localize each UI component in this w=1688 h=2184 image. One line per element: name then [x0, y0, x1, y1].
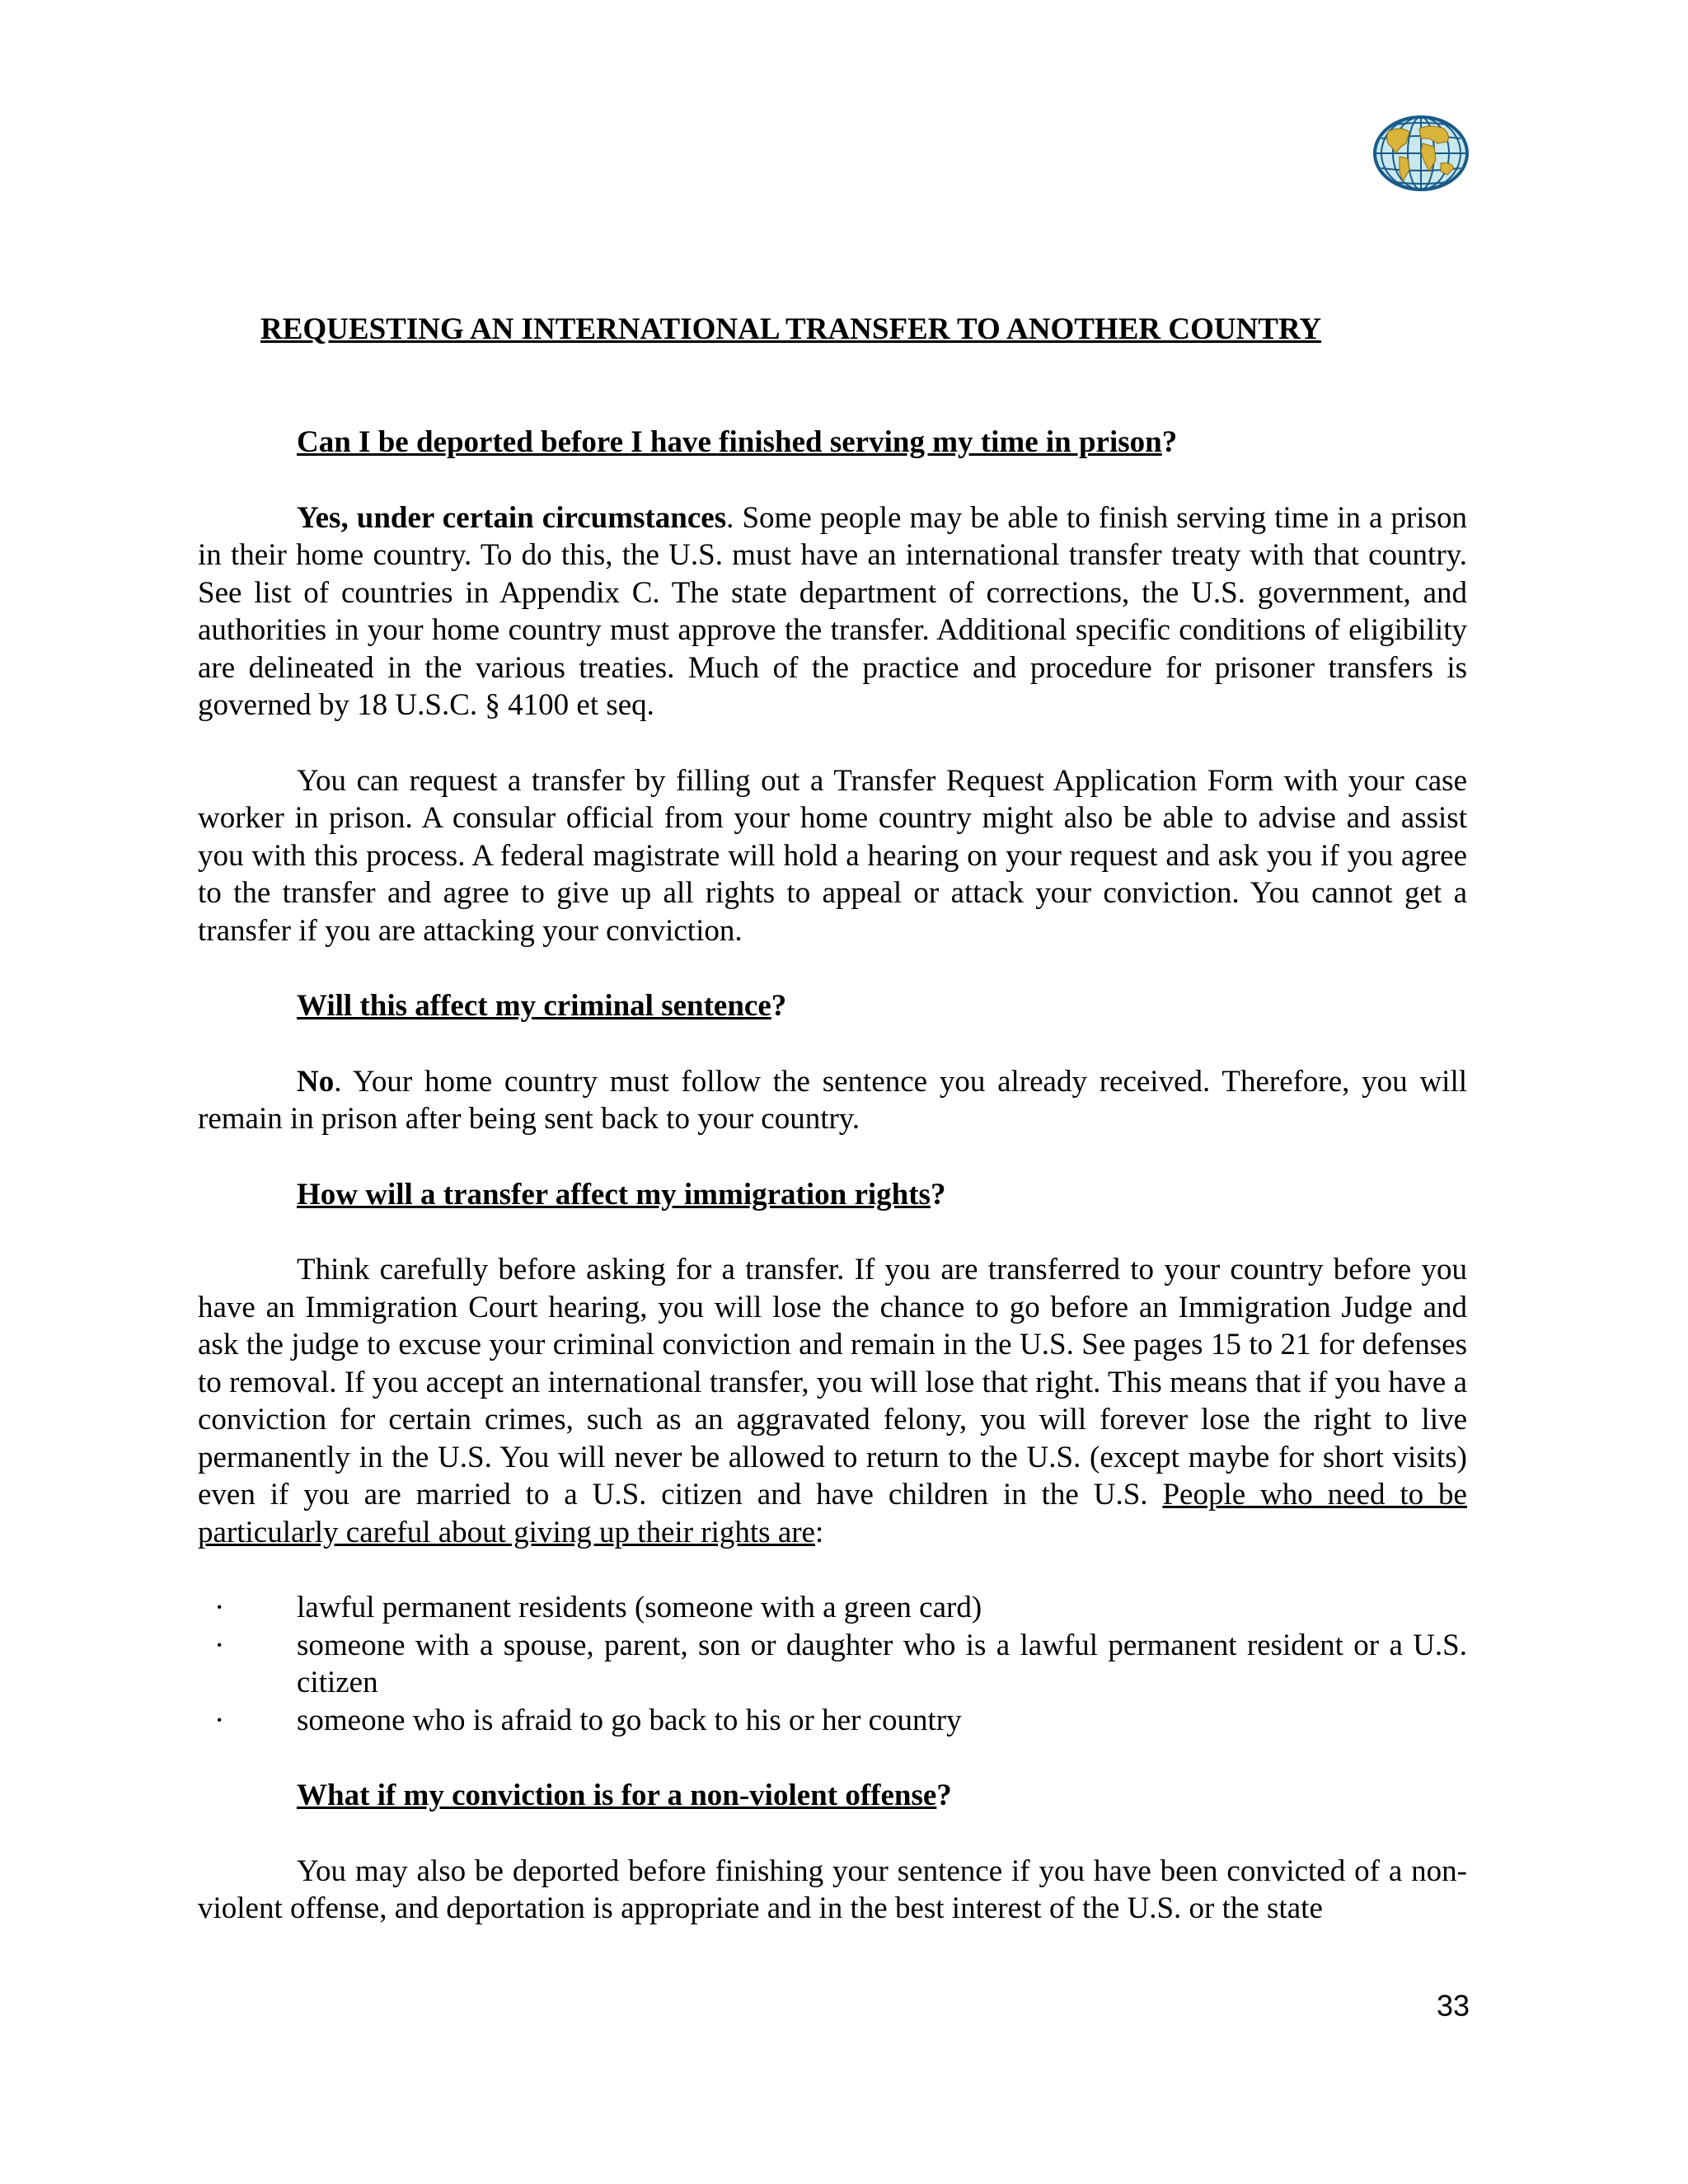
list-item-text: someone who is afraid to go back to his or her country	[297, 1703, 962, 1737]
heading-text: Will this affect my criminal sentence	[297, 989, 771, 1023]
list-item	[198, 1702, 1467, 1740]
paragraph: You may also be deported before finishing your sentence if you have been convicted of a non-violent offense, and deportation is appropriate and in the best interest of the U.S. or the state	[198, 1854, 1467, 1925]
bullet-icon: ·	[214, 1591, 225, 1624]
globe-icon	[1372, 114, 1470, 193]
paragraph-text: . Your home country must follow the sentence you already received. Therefore, you will remain in prison after being sent back to your country.	[198, 1064, 1467, 1136]
bullet-list	[198, 1589, 1467, 1739]
page-number: 33	[1436, 1989, 1470, 2022]
heading-text: How will a transfer affect my immigration rights	[297, 1177, 931, 1212]
bullet-icon: ·	[214, 1628, 225, 1662]
section-heading	[198, 424, 1467, 462]
section-heading	[198, 1176, 1467, 1214]
bullet-icon: ·	[214, 1703, 225, 1737]
underlined-text: People who need to be particularly careful about giving up their rights are	[198, 1478, 1467, 1549]
heading-text: What if my conviction is for a non-violent offense	[297, 1779, 937, 1812]
paragraph	[198, 499, 1467, 724]
heading-question-mark: ?	[930, 1177, 946, 1212]
heading-question-mark: ?	[936, 1779, 952, 1812]
paragraph	[198, 1063, 1467, 1138]
list-item-text: someone with a spouse, parent, son or daughter who is a lawful permanent resident or a U.S. citizen	[297, 1628, 1467, 1699]
body-content	[198, 424, 1467, 1966]
section-heading	[198, 987, 1467, 1025]
answer-lead: Yes, under certain circumstances	[297, 500, 727, 535]
list-item-text: lawful permanent residents (someone with a green card)	[297, 1591, 982, 1624]
paragraph: You can request a transfer by filling out a Transfer Request Application Form with your case worker in prison. A consular official from your home country might also be able to advise and assist you with this process. A federal magistrate will hold a hearing on your request and ask you if you agree to the transfer and agree to give up all rights to appeal or attack your conviction. You cannot get a transfer if you are attacking your conviction.	[198, 763, 1467, 948]
list-item	[198, 1627, 1467, 1702]
page-title: REQUESTING AN INTERNATIONAL TRANSFER TO ANOTHER COUNTRY	[260, 312, 1322, 346]
paragraph-text: . Some people may be able to finish serving time in a prison in their home country. To do this, the U.S. must have an international transfer treaty with that country. See list of countries in Appendix C. The state department of corrections, the U.S. government, and authorities in your home country must approve the transfer. Additional specific conditions of eligibility are delineated in the various treaties. Much of the practice and procedure for prisoner transfers is governed by 18 U.S.C. § 4100 et seq.	[198, 500, 1467, 722]
paragraph-end: :	[814, 1515, 824, 1549]
heading-question-mark: ?	[1161, 425, 1178, 459]
heading-question-mark: ?	[771, 989, 787, 1023]
answer-lead: No	[297, 1064, 335, 1099]
heading-text: Can I be deported before I have finished serving my time in prison	[297, 425, 1162, 459]
paragraph-text: Think carefully before asking for a transfer. If you are transferred to your country before you have an Immigration Court hearing, you will lose the chance to go before an Immigration Judge and ask the judge to excuse your criminal conviction and remain in the U.S. See pages 15 to 21 for defenses to removal. If you accept an international transfer, you will lose that right. This means that if you have a conviction for certain crimes, such as an aggravated felony, you will forever lose the right to live permanently in the U.S. You will never be allowed to return to the U.S. (except maybe for short visits) even if you are married to a U.S. citizen and have children in the U.S.	[198, 1253, 1467, 1511]
section-heading	[198, 1777, 1467, 1815]
paragraph	[198, 1251, 1467, 1551]
list-item	[198, 1589, 1467, 1627]
